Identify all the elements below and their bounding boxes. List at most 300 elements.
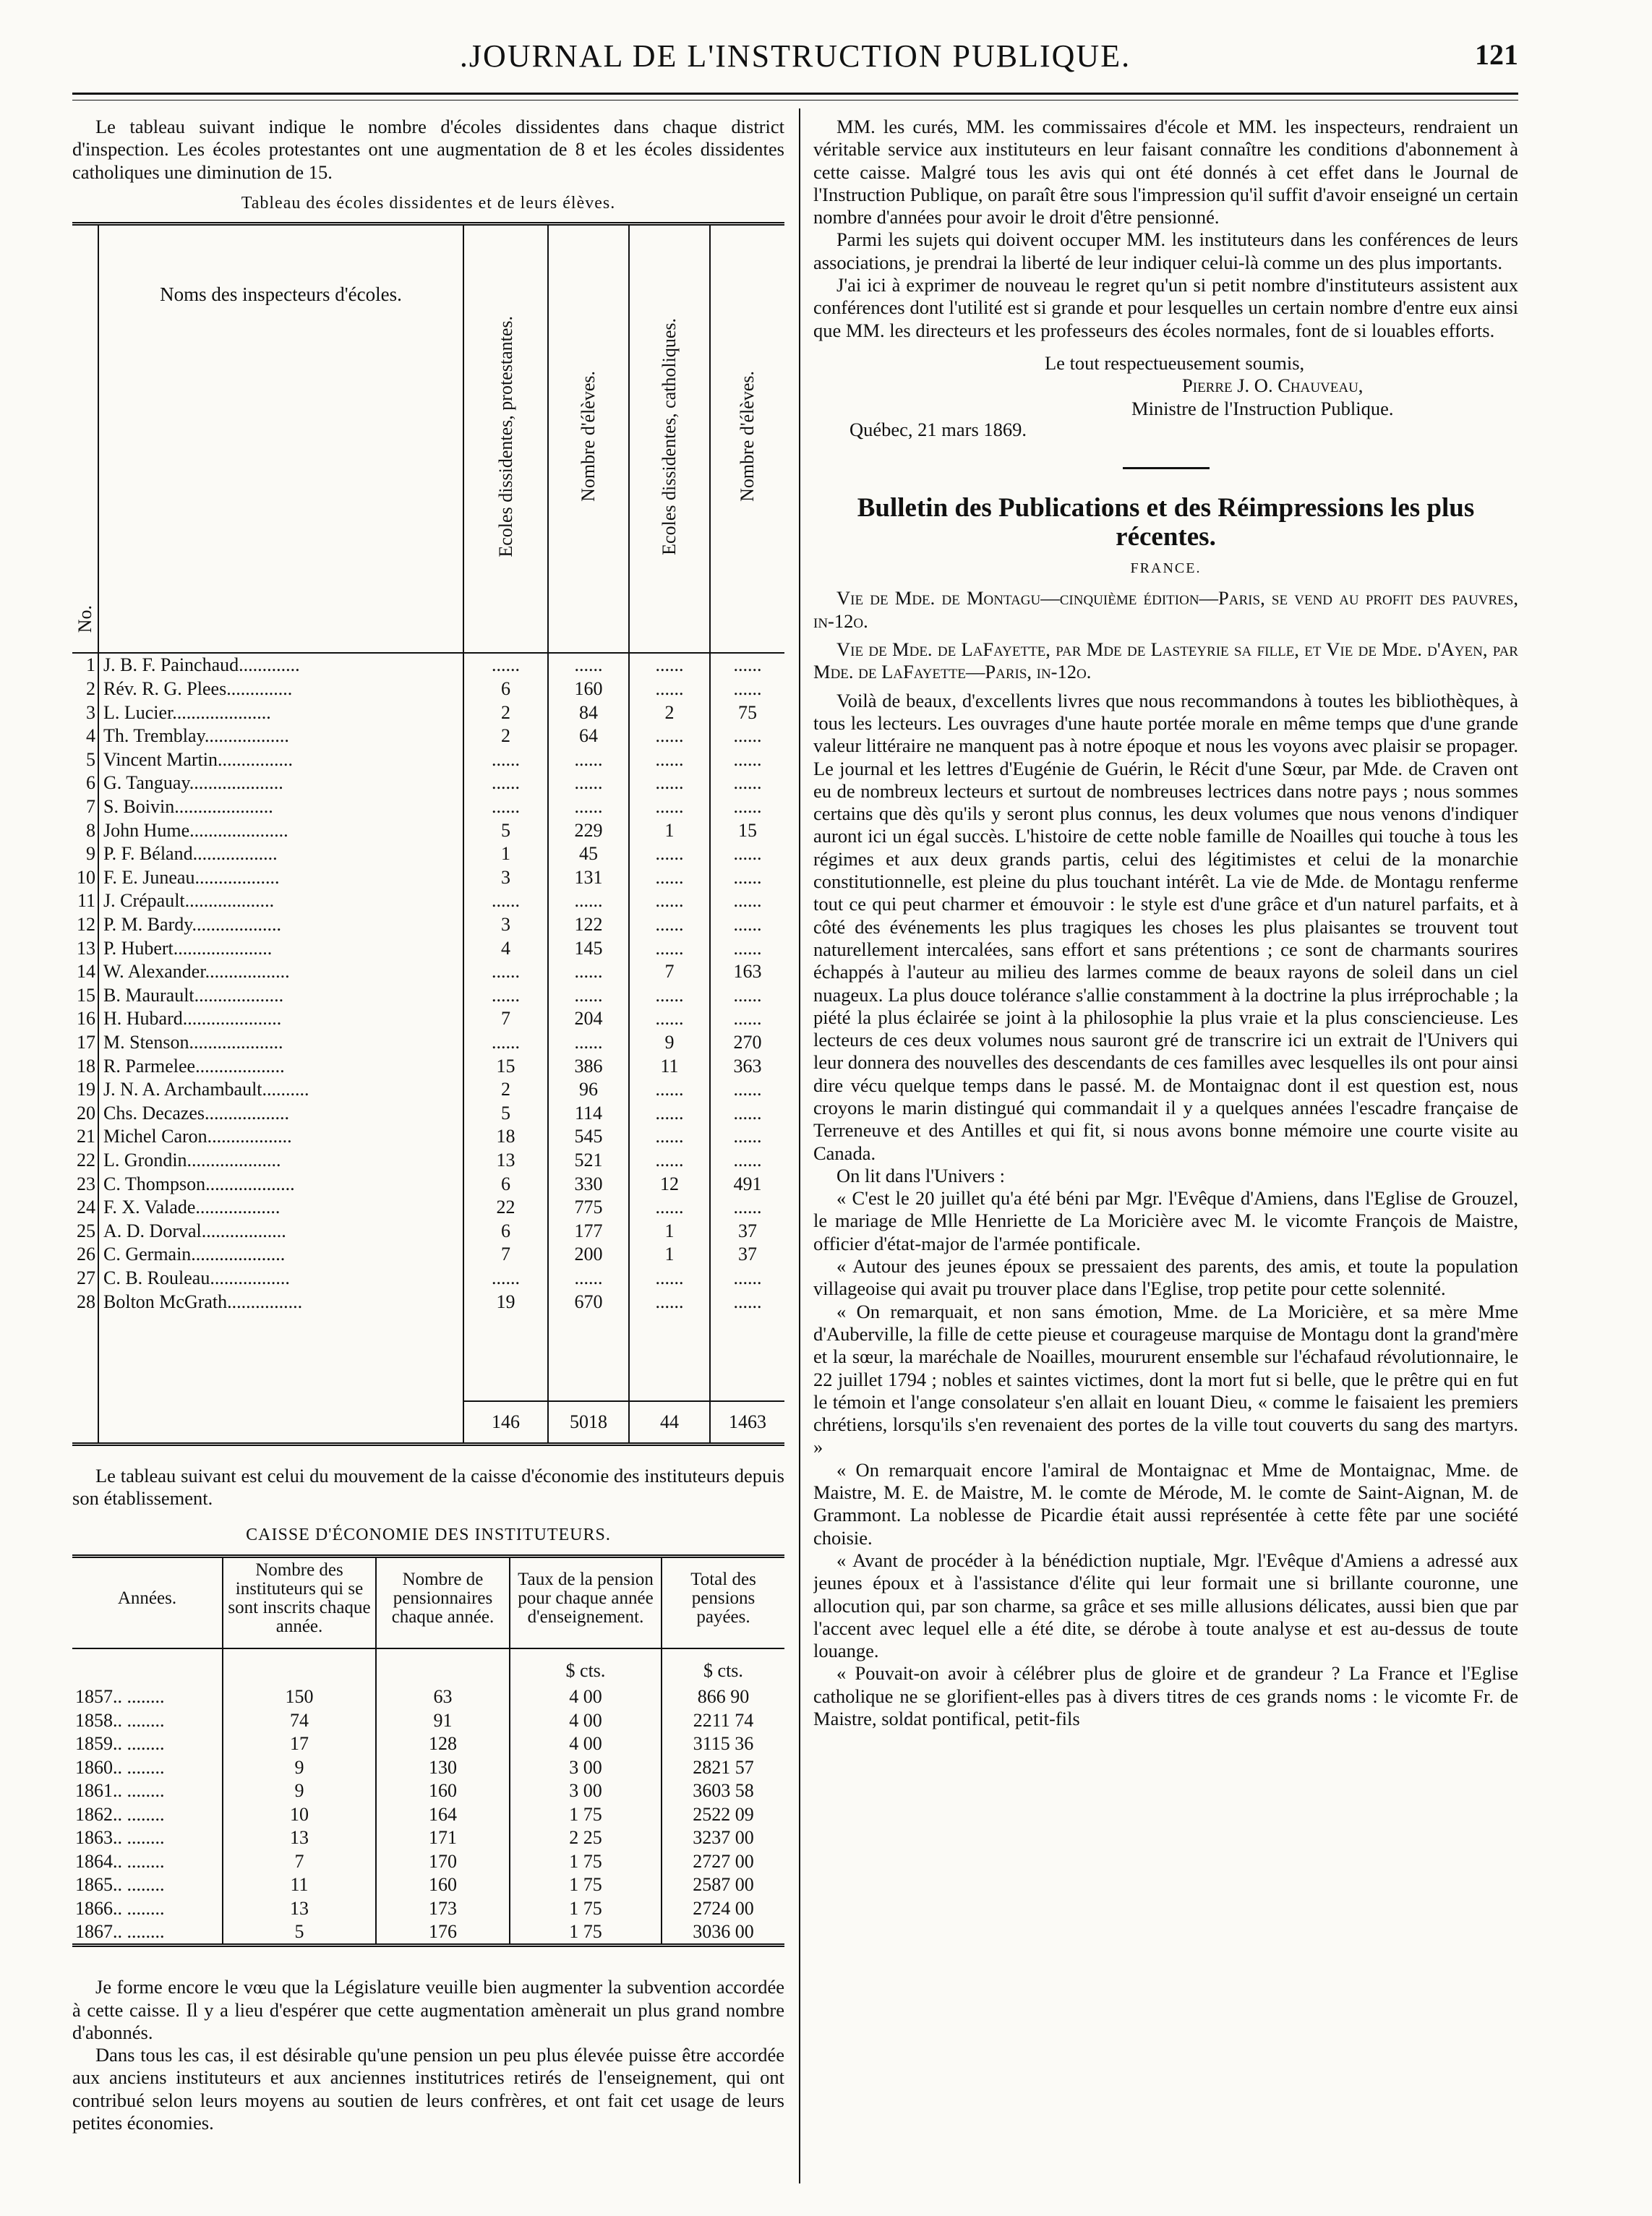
cell-value: ...... — [710, 771, 784, 795]
header-registered: Nombre des instituteurs qui se sont inscrits chaque année. — [223, 1556, 376, 1648]
cell-value: 1 — [629, 1243, 710, 1267]
univers-intro: On lit dans l'Univers : — [836, 1164, 1005, 1186]
cell-value: ...... — [710, 1267, 784, 1291]
cell-value: 1 75 — [510, 1896, 662, 1920]
cell-value: 45 — [548, 842, 629, 866]
cell-value: 866 90 — [662, 1685, 784, 1709]
inspector-name: C. B. Rouleau................. — [98, 1267, 463, 1291]
header-no: No. — [74, 604, 95, 633]
cell-value: ...... — [548, 1031, 629, 1055]
cell-value: 1 75 — [510, 1849, 662, 1873]
cell-value: 150 — [223, 1685, 376, 1709]
year-cell: 1865.. ........ — [75, 1874, 165, 1896]
unit-label — [223, 1648, 376, 1685]
cell-value: 37 — [710, 1243, 784, 1267]
table-row — [72, 1172, 784, 1196]
table-row — [72, 1849, 784, 1873]
cell-value: ...... — [629, 653, 710, 677]
cell-value: ...... — [710, 913, 784, 937]
table-row — [72, 1219, 784, 1243]
cell-value: ...... — [463, 653, 548, 677]
cell-value: ...... — [629, 1290, 710, 1314]
header-pupils-protestant: Nombre d'élèves. — [578, 371, 599, 502]
savings-fund-table — [72, 1554, 784, 1948]
cell-value: ...... — [548, 1267, 629, 1291]
inspector-name: M. Stenson.................... — [98, 1031, 463, 1055]
cell-value: ...... — [629, 1196, 710, 1220]
row-number: 21 — [77, 1126, 95, 1147]
table-row — [72, 913, 784, 937]
cell-value: ...... — [710, 1290, 784, 1314]
cell-value: ...... — [463, 795, 548, 819]
signature-line1: Le tout respectueusement soumis, — [1045, 351, 1305, 374]
cell-value: 5 — [463, 818, 548, 842]
cell-value: 171 — [376, 1826, 510, 1850]
row-number: 12 — [77, 914, 95, 936]
quote-moriciere: « On remarquait, et non sans émotion, Mme. de La Moricière, et sa mère Mme d'Auberville, la fille de cette pieuse et courageuse marquise de Montagu dont la grand'mère et la sœur, la maréchale de Noailles, moururent ensemble sur l'échafaud révolutionnaire, le 22 juillet 1794 ; nobles et saintes victimes, dont la mort fut si belle, que le prêtre qui en fut le témoin et l'ange consolateur s'en allait en louant Dieu, « comme le faisaient les premiers chrétiens, lorsqu'ils s'en revenaient des portes de la ville tout couverts du sang des martyrs. » — [813, 1300, 1518, 1458]
cell-value: 9 — [629, 1031, 710, 1055]
cell-value: 1 — [629, 818, 710, 842]
cell-value: 17 — [223, 1732, 376, 1756]
cell-value: ...... — [548, 984, 629, 1008]
table-row — [72, 1101, 784, 1125]
cell-value: ...... — [710, 866, 784, 890]
cell-value: 2 — [629, 701, 710, 724]
total-value: 1463 — [710, 1401, 784, 1445]
inspector-name: F. X. Valade.................. — [98, 1196, 463, 1220]
table1-header-row — [72, 224, 784, 654]
cell-value: 64 — [548, 724, 629, 748]
place-date: Québec, 21 mars 1869. — [849, 418, 1027, 440]
row-number: 17 — [77, 1031, 95, 1053]
cell-value: 4 — [463, 936, 548, 960]
cell-value: 2587 00 — [662, 1873, 784, 1897]
cell-value: ...... — [710, 795, 784, 819]
cell-value: ...... — [629, 748, 710, 772]
table-row — [72, 1920, 784, 1946]
inspector-name: John Hume..................... — [98, 818, 463, 842]
year-cell: 1866.. ........ — [75, 1897, 165, 1919]
row-number: 24 — [77, 1197, 95, 1218]
cell-value: 2727 00 — [662, 1849, 784, 1873]
inspector-name: Th. Tremblay.................. — [98, 724, 463, 748]
table-row — [72, 771, 784, 795]
cell-value: 84 — [548, 701, 629, 724]
year-cell: 1858.. ........ — [75, 1709, 165, 1731]
header-rate: Taux de la pension pour chaque année d'enseignement. — [510, 1556, 662, 1648]
header-total: Total des pensions payées. — [662, 1556, 784, 1648]
cell-value: ...... — [710, 748, 784, 772]
cell-value: ...... — [629, 677, 710, 701]
dissident-schools-table — [72, 222, 784, 1446]
row-number: 26 — [77, 1244, 95, 1265]
cell-value: ...... — [629, 913, 710, 937]
row-number: 25 — [77, 1220, 95, 1241]
row-number: 3 — [86, 701, 95, 723]
table1-body — [72, 653, 784, 1444]
cell-value: 10 — [223, 1802, 376, 1826]
right-column — [813, 116, 1518, 2183]
cell-value: 15 — [463, 1054, 548, 1078]
cell-value: ...... — [710, 1196, 784, 1220]
cell-value: 173 — [376, 1896, 510, 1920]
cell-value: 2211 74 — [662, 1708, 784, 1732]
cell-value: ...... — [629, 1078, 710, 1102]
cell-value: 13 — [463, 1149, 548, 1173]
row-number: 8 — [86, 819, 95, 841]
cell-value: ...... — [463, 984, 548, 1008]
signature-name: Pierre J. O. Chauveau, — [1182, 375, 1364, 397]
paragraph-regret: J'ai ici à exprimer de nouveau le regret qu'un si petit nombre d'instituteurs assistent aux conférences dont l'utilité est si grande et pour lesquelles un certain nombre d'entre eux ainsi que MM. les directeurs et les professeurs des écoles normales, font de si louables efforts. — [813, 274, 1518, 341]
table-row — [72, 1290, 784, 1314]
table-row — [72, 748, 784, 772]
table-row — [72, 724, 784, 748]
inspector-name: P. Hubert..................... — [98, 936, 463, 960]
cell-value: 22 — [463, 1196, 548, 1220]
row-number: 28 — [77, 1291, 95, 1312]
cell-value: 91 — [376, 1708, 510, 1732]
cell-value: 3036 00 — [662, 1920, 784, 1946]
cell-value: ...... — [548, 795, 629, 819]
book-entry-lafayette: Vie de Mde. de LaFayette, par Mde de Lasteyrie sa fille, et Vie de Mde. d'Ayen, par Mde. de LaFayette—Paris, in-12o. — [813, 638, 1518, 683]
row-number: 14 — [77, 961, 95, 983]
row-number: 4 — [86, 725, 95, 747]
cell-value: ...... — [710, 677, 784, 701]
cell-value: 130 — [376, 1755, 510, 1779]
cell-value: 1 75 — [510, 1920, 662, 1946]
cell-value: 330 — [548, 1172, 629, 1196]
table2-caption: CAISSE D'ÉCONOMIE DES INSTITUTEURS. — [246, 1526, 611, 1545]
table-row — [72, 1826, 784, 1850]
cell-value: 491 — [710, 1172, 784, 1196]
header-protestant-schools: Ecoles dissidentes, protestantes. — [495, 315, 516, 557]
table-row — [72, 936, 784, 960]
row-number: 16 — [77, 1008, 95, 1030]
cell-value: 2 — [463, 724, 548, 748]
year-cell: 1857.. ........ — [75, 1686, 165, 1708]
cell-value: 74 — [223, 1708, 376, 1732]
signature-block — [813, 352, 1518, 441]
cell-value: 545 — [548, 1125, 629, 1149]
row-number: 13 — [77, 937, 95, 959]
cell-value: 13 — [223, 1826, 376, 1850]
cell-value: 2 — [463, 701, 548, 724]
table2-body — [72, 1648, 784, 1946]
cell-value: 19 — [463, 1290, 548, 1314]
year-cell: 1860.. ........ — [75, 1756, 165, 1778]
year-cell: 1867.. ........ — [75, 1921, 165, 1943]
cell-value: 9 — [223, 1779, 376, 1803]
table-row — [72, 866, 784, 890]
quote-montaignac: « On remarquait encore l'amiral de Montaignac et Mme de Montaignac, Mme. de Maistre, M. E. de Maistre, M. le comte de Mérode, M. le comte de Saint-Aignan, M. de Grammont. La noblesse de Picardie était aussi représentée à cette fête par une société choisie. — [813, 1458, 1518, 1549]
cell-value: 204 — [548, 1007, 629, 1031]
cell-value: ...... — [548, 748, 629, 772]
cell-value: ...... — [710, 842, 784, 866]
cell-value: 11 — [629, 1054, 710, 1078]
intro-paragraph: Le tableau suivant indique le nombre d'écoles dissidentes dans chaque district d'inspection. Les écoles protestantes ont une augmentation de 8 et les écoles dissidentes catholiques une diminution de 15. — [72, 116, 784, 183]
inspector-name: J. N. A. Archambault.......... — [98, 1078, 463, 1102]
cell-value: 3 — [463, 866, 548, 890]
cell-value: 9 — [223, 1755, 376, 1779]
cell-value: ...... — [463, 960, 548, 984]
cell-value: 6 — [463, 677, 548, 701]
cell-value: ...... — [710, 889, 784, 913]
cell-value: ...... — [463, 1031, 548, 1055]
cell-value: ...... — [629, 771, 710, 795]
paragraph-legislature: Je forme encore le vœu que la Législature veuille bien augmenter la subvention accordée à cette caisse. Il y a lieu d'espérer que cette augmentation amènerait un plus grand nombre d'abonnés. — [72, 1976, 784, 2043]
cell-value: 12 — [629, 1172, 710, 1196]
year-cell: 1861.. ........ — [75, 1780, 165, 1802]
table-row — [72, 1896, 784, 1920]
inspector-name: R. Parmelee................... — [98, 1054, 463, 1078]
row-number: 10 — [77, 866, 95, 888]
cell-value: 363 — [710, 1054, 784, 1078]
cell-value: 170 — [376, 1849, 510, 1873]
cell-value: 160 — [548, 677, 629, 701]
cell-value: ...... — [463, 771, 548, 795]
paragraph-pension: Dans tous les cas, il est désirable qu'une pension un peu plus élevée puisse être accordée aux anciens instituteurs et aux anciennes institutrices retirés de l'enseignement, qui ont contribué selon leurs moyens au soutien de leurs confrères, et ont fait cet usage de leurs petites économies. — [72, 2044, 784, 2134]
row-number: 11 — [77, 890, 95, 912]
table-row — [72, 1149, 784, 1173]
table-row — [72, 818, 784, 842]
header-rule — [72, 93, 1518, 95]
review-paragraph: Voilà de beaux, d'excellents livres que nous recommandons à toutes les bibliothèques, à tous les lecteurs. Les ouvrages d'une haute portée morale en même temps que d'une grande valeur littéraire ne manquent pas à notre époque et nous les voyons avec plaisir se propager. Le journal et les lettres d'Eugénie de Guérin, le Récit d'une Sœur, par Mde. de Craven ont eu de nombreux lecteurs et surtout de nombreuses lectrices dans notre pays ; nous sommes certains que dès qu'ils y seront plus connus, les deux volumes que nous venons d'indiquer auront ici un égal succès. L'histoire de cette noble famille de Noailles qui touche à tous les régimes et aux deux grands partis, celui des légitimistes et celui de la monarchie constitutionnelle, est pleine du plus touchant intérêt. La vie de Mde. de Montagu renferme tout ce qui peut charmer et émouvoir : le style est d'une grâce et d'un naturel parfaits, et à côté des événements les plus tragiques les choses les plus plaisantes se trouvent tout naturellement intercalées, sans effort et sans prétentions ; ce sont de charmants sourires échappés à l'auteur au milieu des larmes comme de beaux rayons de soleil dans un ciel nuageux. La plus douce tolérance s'allie constamment à la doctrine la plus irréprochable ; la piété la plus éclairée se joint à la philosophie la plus vraie et la plus consciencieuse. Les lecteurs de ces deux volumes nous sauront gré de transcrire ici un extrait de l'Univers qui leur donnera des nouvelles des descendants de ces familles avec lesquelles ils ont pour ainsi dire vécu quelque temps dans le passé. M. de Montaignac dont il est question est, nous croyons le marin distingué qui commandait il y a quelques années l'escadre française de Terreneuve et des Antilles et qui fit, si nous avons bonne mémoire une courte visite au Canada. — [813, 689, 1518, 1164]
inspector-name: J. Crépault................... — [98, 889, 463, 913]
cell-value: 200 — [548, 1243, 629, 1267]
cell-value: 114 — [548, 1101, 629, 1125]
row-number: 23 — [77, 1173, 95, 1194]
paragraph-subjects: Parmi les sujets qui doivent occuper MM. les instituteurs dans les conférences de leurs associations, je prendrai la liberté de leur indiquer celui-là comme un des plus importants. — [813, 228, 1518, 273]
inspector-name: Rév. R. G. Plees.............. — [98, 677, 463, 701]
row-number: 20 — [77, 1102, 95, 1124]
header-catholic-schools: Ecoles dissidentes, catholiques. — [659, 317, 680, 555]
cell-value: 37 — [710, 1219, 784, 1243]
year-cell: 1859.. ........ — [75, 1733, 165, 1755]
cell-value: 229 — [548, 818, 629, 842]
cell-value: ...... — [548, 960, 629, 984]
cell-value: 5 — [463, 1101, 548, 1125]
table-row — [72, 1125, 784, 1149]
cell-value: ...... — [629, 842, 710, 866]
cell-value: 2 25 — [510, 1826, 662, 1850]
cell-value: 270 — [710, 1031, 784, 1055]
header-names: Noms des inspecteurs d'écoles. — [98, 224, 463, 654]
cell-value: 5 — [223, 1920, 376, 1946]
inspector-name: S. Boivin..................... — [98, 795, 463, 819]
table-row — [72, 1078, 784, 1102]
year-cell: 1864.. ........ — [75, 1850, 165, 1872]
cell-value: 6 — [463, 1219, 548, 1243]
total-value: 146 — [463, 1401, 548, 1445]
inspector-name: L. Lucier..................... — [98, 701, 463, 724]
table-row — [72, 1196, 784, 1220]
cell-value: 160 — [376, 1873, 510, 1897]
table-row — [72, 1243, 784, 1267]
row-number: 2 — [86, 678, 95, 700]
cell-value: 177 — [548, 1219, 629, 1243]
cell-value: 4 00 — [510, 1708, 662, 1732]
unit-label: $ cts. — [510, 1648, 662, 1685]
cell-value: ...... — [629, 795, 710, 819]
cell-value: 3 00 — [510, 1755, 662, 1779]
cell-value: 18 — [463, 1125, 548, 1149]
inspector-name: C. Germain.................... — [98, 1243, 463, 1267]
page-header — [72, 38, 1518, 81]
unit-label — [72, 1648, 223, 1685]
cell-value: ...... — [548, 771, 629, 795]
table1-caption: Tableau des écoles dissidentes et de leurs élèves. — [241, 193, 616, 213]
table-row — [72, 1779, 784, 1803]
inspector-name: Bolton McGrath................ — [98, 1290, 463, 1314]
book-entry-montagu: Vie de Mde. de Montagu—cinquième édition—Paris, se vend au profit des pauvres, in-12o. — [813, 587, 1518, 632]
header-pupils-catholic: Nombre d'élèves. — [737, 371, 758, 502]
unit-label — [376, 1648, 510, 1685]
table2-header-row — [72, 1556, 784, 1648]
cell-value: ...... — [629, 936, 710, 960]
paragraph-cures: MM. les curés, MM. les commissaires d'école et MM. les inspecteurs, rendraient un véritable service aux instituteurs en leur faisant connaître les conditions d'abonnement à cette caisse. Malgré tous les avis qui ont été donnés à cet effet dans le Journal de l'Instruction Publique, on paraît être sous l'impression qu'il suffit d'avoir enseigné un certain nombre d'années pour avoir le droit d'être pensionné. — [813, 116, 1518, 228]
table-row — [72, 701, 784, 724]
journal-title: .JOURNAL DE L'INSTRUCTION PUBLIQUE. — [459, 38, 1131, 74]
header-pensioners: Nombre de pensionnaires chaque année. — [376, 1556, 510, 1648]
cell-value: ...... — [463, 748, 548, 772]
cell-value: 7 — [629, 960, 710, 984]
cell-value: 7 — [463, 1243, 548, 1267]
row-number: 9 — [86, 843, 95, 865]
cell-value: 1 — [629, 1219, 710, 1243]
cell-value: 386 — [548, 1054, 629, 1078]
row-number: 1 — [86, 654, 95, 676]
inspector-name: H. Hubard..................... — [98, 1007, 463, 1031]
cell-value: 775 — [548, 1196, 629, 1220]
cell-value: ...... — [710, 1101, 784, 1125]
cell-value: 13 — [223, 1896, 376, 1920]
table-row — [72, 1685, 784, 1709]
cell-value: ...... — [710, 1149, 784, 1173]
row-number: 7 — [86, 796, 95, 818]
cell-value: 3115 36 — [662, 1732, 784, 1756]
cell-value: 163 — [710, 960, 784, 984]
cell-value: ...... — [629, 1149, 710, 1173]
cell-value: 63 — [376, 1685, 510, 1709]
table-row — [72, 1054, 784, 1078]
inspector-name: F. E. Juneau.................. — [98, 866, 463, 890]
cell-value: 2522 09 — [662, 1802, 784, 1826]
cell-value: 4 00 — [510, 1732, 662, 1756]
cell-value: ...... — [463, 1267, 548, 1291]
row-number: 19 — [77, 1079, 95, 1100]
cell-value: 7 — [463, 1007, 548, 1031]
quote-wedding: « C'est le 20 juillet qu'a été béni par Mgr. l'Evêque d'Amiens, dans l'Eglise de Grouzel, le mariage de Mlle Henriette de La Moricière avec M. le vicomte François de Maistre, officier d'état-major de l'armée pontificale. — [813, 1187, 1518, 1254]
table-row — [72, 960, 784, 984]
cell-value: 2724 00 — [662, 1896, 784, 1920]
inspector-name: P. M. Bardy................... — [98, 913, 463, 937]
cell-value: ...... — [629, 1007, 710, 1031]
quote-blessing: « Avant de procéder à la bénédiction nuptiale, Mgr. l'Evêque d'Amiens a adressé aux jeunes époux et à l'assistance d'élite qui leur formait une si brillante couronne, une allocution qui, par son charme, sa grâce et ses mille allusions délicates, aussi bien que par l'accent avec lequel elle a été dite, se dérobe à toute analyse et est au-dessus de toute louange. — [813, 1549, 1518, 1662]
cell-value: 4 00 — [510, 1685, 662, 1709]
inspector-name: G. Tanguay.................... — [98, 771, 463, 795]
quote-guests: « Autour des jeunes époux se pressaient des parents, des amis, et toute la population villageoise qui avait pu trouver place dans l'Eglise, trop petite pour cette solennité. — [813, 1255, 1518, 1300]
cell-value: 670 — [548, 1290, 629, 1314]
year-cell: 1862.. ........ — [75, 1803, 165, 1825]
cell-value: 6 — [463, 1172, 548, 1196]
inspector-name: C. Thompson................... — [98, 1172, 463, 1196]
inspector-name: Vincent Martin................ — [98, 748, 463, 772]
row-number: 6 — [86, 772, 95, 794]
total-value: 44 — [629, 1401, 710, 1445]
cell-value: ...... — [710, 1078, 784, 1102]
cell-value: 15 — [710, 818, 784, 842]
section-divider — [1123, 467, 1210, 469]
cell-value: ...... — [710, 936, 784, 960]
cell-value: 75 — [710, 701, 784, 724]
table-row — [72, 984, 784, 1008]
cell-value: ...... — [629, 1101, 710, 1125]
table-row — [72, 1802, 784, 1826]
cell-value: 176 — [376, 1920, 510, 1946]
table-row — [72, 889, 784, 913]
cell-value: 160 — [376, 1779, 510, 1803]
units-row — [72, 1648, 784, 1685]
inspector-name: Chs. Decazes.................. — [98, 1101, 463, 1125]
cell-value: 1 75 — [510, 1873, 662, 1897]
cell-value: 164 — [376, 1802, 510, 1826]
cell-value: 521 — [548, 1149, 629, 1173]
cell-value: ...... — [463, 889, 548, 913]
table-row — [72, 1007, 784, 1031]
table-spacer-row — [72, 1314, 784, 1401]
year-cell: 1863.. ........ — [75, 1827, 165, 1849]
column-divider — [799, 108, 800, 2183]
cell-value: ...... — [629, 1125, 710, 1149]
cell-value: 96 — [548, 1078, 629, 1102]
inspector-name: L. Grondin.................... — [98, 1149, 463, 1173]
cell-value: 128 — [376, 1732, 510, 1756]
table-row — [72, 1708, 784, 1732]
table-row — [72, 653, 784, 677]
totals-row — [72, 1401, 784, 1445]
cell-value: ...... — [548, 653, 629, 677]
inspector-name: P. F. Béland.................. — [98, 842, 463, 866]
table-row — [72, 1031, 784, 1055]
cell-value: ...... — [629, 984, 710, 1008]
cell-value: 131 — [548, 866, 629, 890]
table-row — [72, 795, 784, 819]
left-column — [72, 116, 784, 2183]
table-row — [72, 677, 784, 701]
row-number: 18 — [77, 1055, 95, 1077]
bulletin-heading: Bulletin des Publications et des Réimpressions les plus récentes. — [857, 493, 1475, 552]
cell-value: 145 — [548, 936, 629, 960]
row-number: 22 — [77, 1149, 95, 1171]
table-row — [72, 1267, 784, 1291]
cell-value: ...... — [629, 866, 710, 890]
cell-value: ...... — [710, 724, 784, 748]
row-number: 27 — [77, 1267, 95, 1288]
cell-value: ...... — [629, 889, 710, 913]
table-row — [72, 1873, 784, 1897]
inspector-name: B. Maurault................... — [98, 984, 463, 1008]
quote-glory: « Pouvait-on avoir à célébrer plus de gloire et de grandeur ? La France et l'Eglise catholique ne se glorifient-elles pas à divers titres de ces grands noms : le vicomte Fr. de Maistre, soldat pontifical, petit-fils — [813, 1662, 1518, 1729]
unit-label: $ cts. — [662, 1648, 784, 1685]
row-number: 15 — [77, 984, 95, 1006]
cell-value: 1 — [463, 842, 548, 866]
savings-intro-paragraph: Le tableau suivant est celui du mouvement de la caisse d'économie des instituteurs depuis son établissement. — [72, 1464, 784, 1510]
cell-value: 3603 58 — [662, 1779, 784, 1803]
signature-title: Ministre de l'Instruction Publique. — [1131, 397, 1394, 419]
header-years: Années. — [72, 1556, 223, 1648]
cell-value: ...... — [629, 1267, 710, 1291]
cell-value: 1 75 — [510, 1802, 662, 1826]
